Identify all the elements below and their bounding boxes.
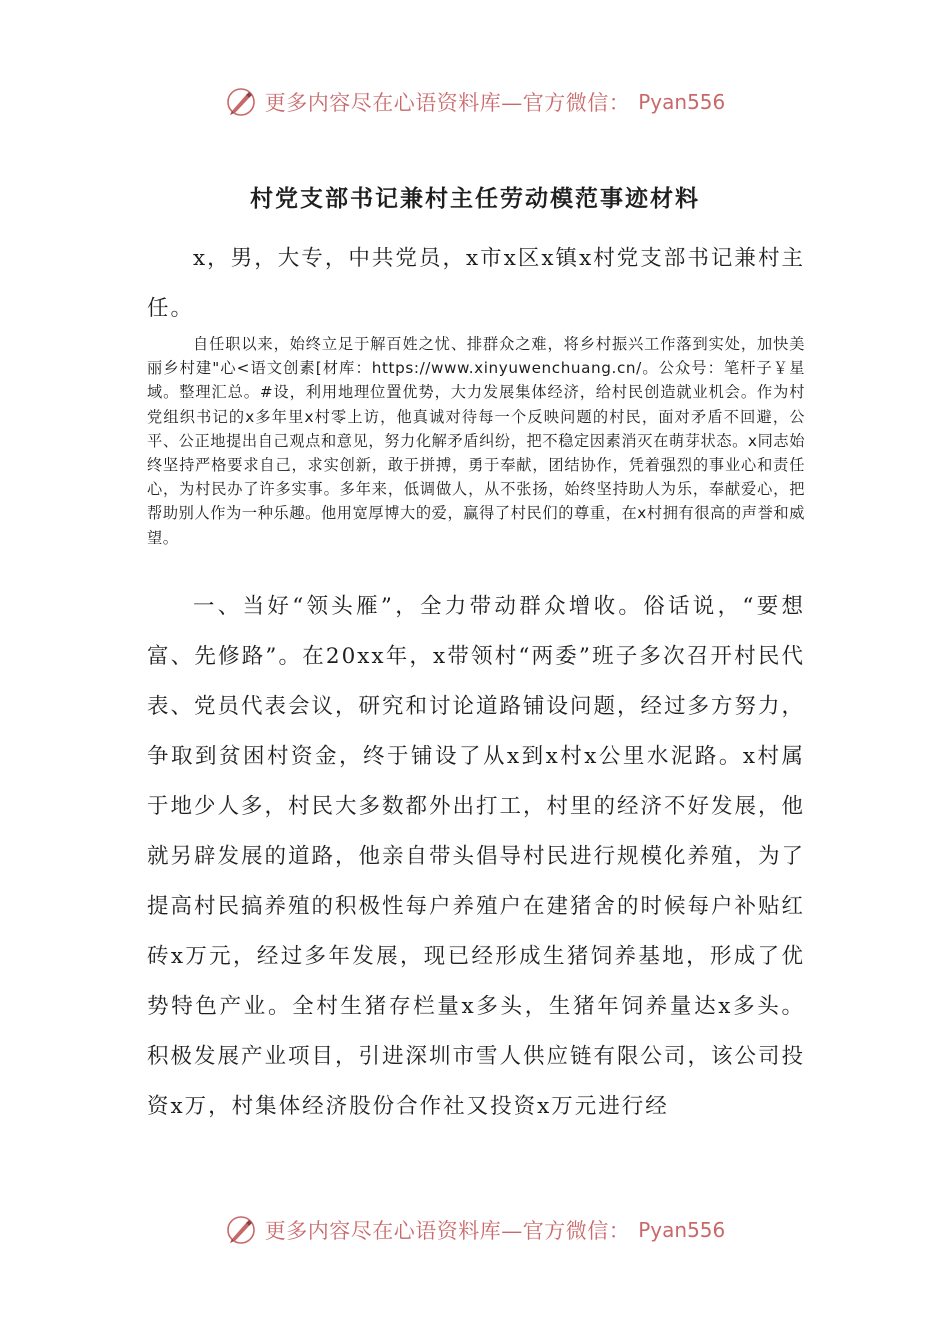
document-title: 村党支部书记兼村主任劳动模范事迹材料: [250, 185, 700, 212]
watermark-text: 更多内容尽在心语资料库—官方微信：: [264, 1219, 631, 1243]
watermark-text: 更多内容尽在心语资料库—官方微信：: [264, 91, 631, 115]
pen-logo-icon: [225, 1214, 257, 1246]
wechat-id: Pyan556: [638, 1218, 726, 1242]
intro-paragraph: x，男，大专，中共党员，x市x区x镇x村党支部书记兼村主任。: [147, 246, 805, 321]
header-watermark-banner: [0, 82, 950, 122]
section-one-paragraph: 一、当好“领头雁”，全力带动群众增收。俗话说，“要想富、先修路”。在20xx年，x带领村“两委”班子多次召开村民代表、党员代表会议，研究和讨论道路铺设问题，经过多方努力，争取到贫困村资金，终于铺设了从x到x村x公里水泥路。x村属于地少人多，村民大多数都外出打工，村里的经济不好发展，他就另辟发展的道路，他亲自带头倡导村民进行规模化养殖，为了提高村民搞养殖的积极性每户养殖户在建猪舍的时候每户补贴红砖x万元，经过多年发展，现已经形成生猪饲养基地，形成了优势特色产业。全村生猪存栏量x多头，生猪年饲养量达x多头。积极发展产业项目，引进深圳市雪人供应链有限公司，该公司投资x万，村集体经济股份合作社又投资x万元进行经: [147, 594, 806, 1119]
footer-watermark-banner: [0, 1210, 950, 1250]
wechat-id: Pyan556: [638, 90, 726, 114]
pen-logo-icon: [225, 86, 257, 118]
summary-paragraph: 自任职以来，始终立足于解百姓之忧、排群众之难，将乡村振兴工作落到实处，加快美丽乡村建"心<语文创素[材库：https://www.xinyuwenchuang.cn/。公众号：笔杆子￥星域。整理汇总。#设，利用地理位置优势，大力发展集体经济，给村民创造就业机会。作为村党组织书记的x多年里x村零上访，他真诚对待每一个反映问题的村民，面对矛盾不回避，公平、公正地提出自己观点和意见，努力化解矛盾纠纷，把不稳定因素消灭在萌芽状态。x同志始终坚持严格要求自己，求实创新，敢于拼搏，勇于奉献，团结协作，凭着强烈的事业心和责任心，为村民办了许多实事。多年来，低调做人，从不张扬，始终坚持助人为乐，奉献爱心，把帮助别人作为一种乐趣。他用宽厚博大的爱，赢得了村民们的尊重，在x村拥有很高的声誉和威望。: [147, 335, 805, 547]
